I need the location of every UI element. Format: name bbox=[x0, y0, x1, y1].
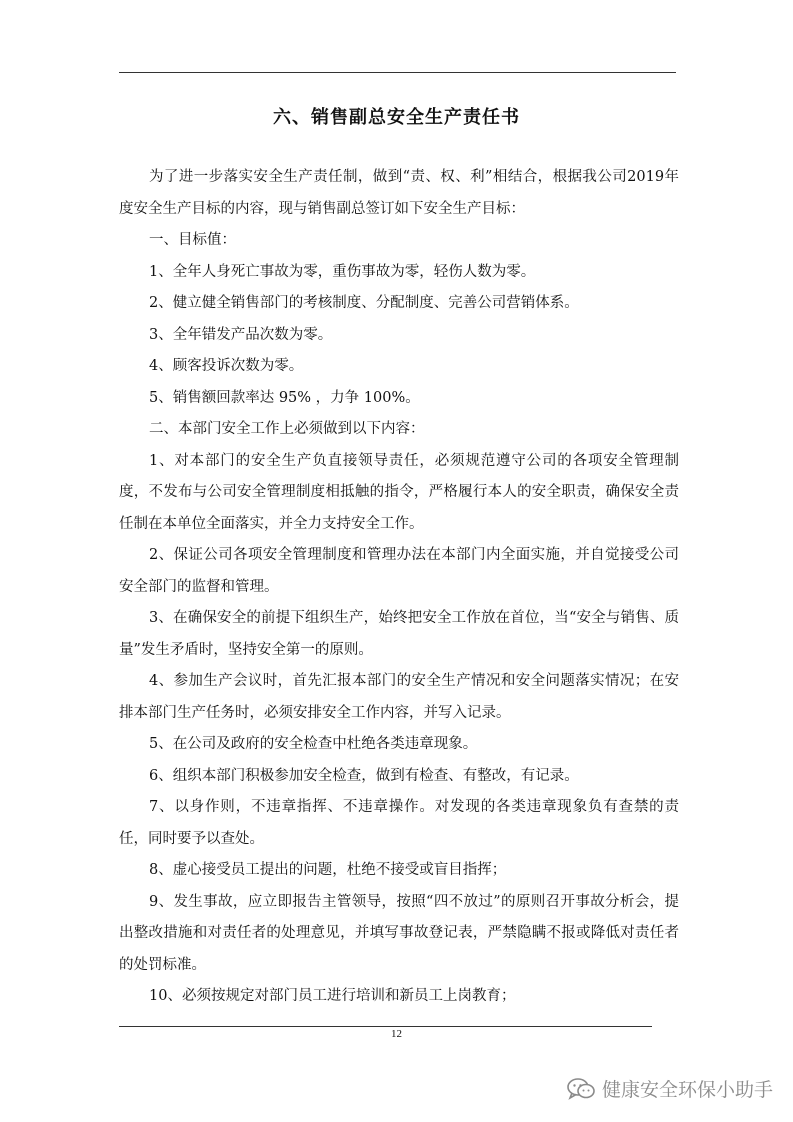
document-body bbox=[119, 162, 679, 1013]
target-item: 1、全年人身死亡事故为零，重伤事故为零，轻伤人数为零。 bbox=[149, 263, 536, 280]
header-rule bbox=[119, 72, 676, 73]
page-number: 12 bbox=[391, 1028, 402, 1040]
duty-item: 9、发生事故，应立即报告主管领导，按照“四不放过”的原则召开事故分析会，提出整改措施和对责任者的处理意见，并填写事故登记表，严禁隐瞒不报或降低对责任者的处罚标准。 bbox=[119, 893, 679, 973]
duty-item: 4、参加生产会议时，首先汇报本部门的安全生产情况和安全问题落实情况；在安排本部门生产任务时，必须安排安全工作内容，并写入记录。 bbox=[119, 673, 679, 721]
duty-item: 10、必须按规定对部门员工进行培训和新员工上岗教育； bbox=[149, 988, 516, 1004]
duty-item: 3、在确保安全的前提下组织生产，始终把安全工作放在首位，当“安全与销售、质量”发生矛盾时，坚持安全第一的原则。 bbox=[119, 610, 679, 658]
section-heading-duties: 二、本部门安全工作上必须做到以下内容： bbox=[149, 421, 425, 437]
wechat-icon bbox=[566, 1076, 596, 1102]
watermark-text: 健康安全环保小助手 bbox=[601, 1079, 773, 1101]
target-item: 2、健立健全销售部门的考核制度、分配制度、完善公司营销体系。 bbox=[149, 295, 579, 311]
footer-rule bbox=[119, 1026, 652, 1027]
duty-item: 6、组织本部门积极参加安全检查，做到有检查、有整改，有记录。 bbox=[149, 767, 579, 784]
duty-item: 2、保证公司各项安全管理制度和管理办法在本部门内全面实施，并自觉接受公司安全部门的监督和管理。 bbox=[119, 547, 679, 595]
watermark bbox=[566, 1075, 773, 1102]
section-heading-targets: 一、目标值： bbox=[149, 232, 236, 248]
duty-item: 5、在公司及政府的安全检查中杜绝各类违章现象。 bbox=[149, 736, 478, 752]
target-item: 4、顾客投诉次数为零。 bbox=[149, 358, 304, 374]
target-item: 5、销售额回款率达 95% ，力争 100%。 bbox=[149, 389, 420, 406]
document-title: 六、销售副总安全生产责任书 bbox=[273, 107, 520, 128]
target-item: 3、全年错发产品次数为零。 bbox=[149, 326, 333, 343]
duty-item: 7、以身作则，不违章指挥、不违章操作。对发现的各类违章现象负有查禁的责任，同时要予以查处。 bbox=[119, 799, 679, 847]
intro-paragraph: 为了进一步落实安全生产责任制，做到“责、权、利”相结合，根据我公司2019年度安全生产目标的内容，现与销售副总签订如下安全生产目标： bbox=[119, 169, 679, 217]
duty-item: 1、对本部门的安全生产负直接领导责任，必须规范遵守公司的各项安全管理制度，不发布与公司安全管理制度相抵触的指令，严格履行本人的安全职责，确保安全责任制在本单位全面落实，并全力支持安全工作。 bbox=[119, 452, 679, 532]
duty-item: 8、虚心接受员工提出的问题，杜绝不接受或盲目指挥； bbox=[149, 862, 507, 878]
